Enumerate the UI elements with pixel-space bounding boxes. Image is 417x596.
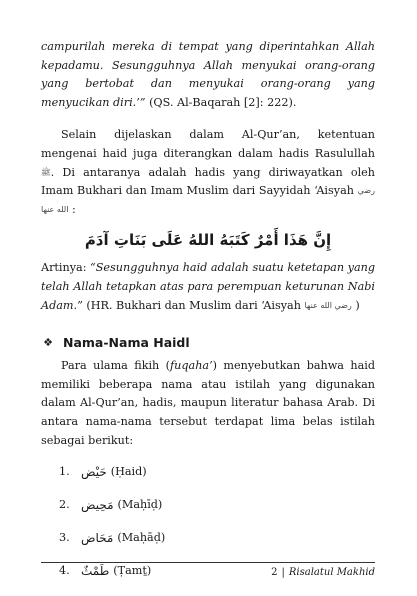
list-item-latin: (Maḥīḍ) — [117, 498, 163, 512]
quran-translation-quote: campurilah mereka di tempat yang diperintahkan Allah kepadamu. Sesungguhnya Allah menyukai orang-orang yang bertobat dan menyukai orang-orang yang menyucikan diri.’” — [41, 40, 375, 109]
list-item-arabic: حَيْض — [81, 465, 107, 480]
list-item-arabic: مَحِيض — [81, 498, 114, 513]
list-item-number: 2. — [59, 498, 70, 512]
intro-text-b: ) menyebutkan bahwa haid memiliki beberapa nama atau istilah yang digunakan dalam Al-Qur’an, hadis, maupun literatur bahasa Arab. Di antara nama-nama tersebut terdapat lima belas istilah sebagai berikut: — [41, 359, 375, 447]
radhiyallahu-honorific-icon-2: رضي الله عنها — [304, 300, 352, 310]
list-item-latin: (Ṭamṯ) — [113, 564, 152, 578]
section-heading-text: Nama-Nama Haidl — [63, 335, 190, 351]
arabic-hadith-text: إِنَّ هَذَا أَمْرٌ كَتَبَهُ اللهُ عَلَى بَنَاتِ آدَمَ — [84, 231, 332, 250]
paragraph-hadith-intro — [41, 126, 375, 219]
list-item-number: 4. — [59, 564, 70, 578]
intro-text-a: Para ulama fikih ( — [61, 359, 171, 373]
translation-prefix: Artinya: — [41, 261, 91, 275]
paragraph-section-intro — [41, 357, 375, 450]
salawat-honorific-icon: ﷺ — [41, 167, 51, 177]
footer-divider — [41, 562, 375, 563]
hadith-reference-end: ) — [351, 298, 360, 312]
paragraph-hadith-translation — [41, 259, 375, 315]
paragraph-quran-quote — [41, 38, 375, 112]
page-content — [41, 38, 375, 588]
list-item-arabic: طَمْثٌ — [81, 564, 110, 579]
list-item-number: 3. — [59, 531, 70, 545]
page-number: 2 — [271, 567, 278, 578]
hadith-intro-end: : — [68, 202, 76, 216]
list-item-latin: (Ḥaid) — [110, 465, 147, 479]
book-title: Risalatul Makhid — [288, 567, 375, 578]
hadith-intro-text-b: . Di antaranya adalah hadis yang diriwayatkan oleh Imam Bukhari dan Imam Muslim dari Sayyidah ‘Aisyah — [41, 165, 375, 198]
quran-reference: (QS. Al-Baqarah [2]: 222). — [145, 95, 297, 109]
section-heading — [41, 333, 375, 353]
list-item — [59, 522, 375, 555]
list-item — [59, 489, 375, 522]
list-item-latin: (Maḥāḍ) — [117, 531, 166, 545]
radhiyallahu-honorific-icon: رضي الله عنها — [41, 186, 375, 214]
page-footer — [271, 566, 375, 580]
list-item-number: 1. — [59, 465, 70, 479]
intro-term-fuqaha: fuqaha’ — [170, 359, 213, 373]
hadith-intro-text: Selain dijelaskan dalam Al-Qur’an, ketentuan mengenai haid juga diterangkan dalam hadis Rasulullah — [41, 128, 375, 160]
list-item — [59, 456, 375, 489]
four-diamond-bullet-icon: ❖ — [43, 336, 53, 350]
hadith-translation-quote: “Sesungguhnya haid adalah suatu ketetapan yang telah Allah tetapkan atas para perempuan keturunan Nabi Adam.” — [41, 261, 375, 312]
list-item-arabic: مَحَاض — [81, 531, 114, 546]
footer-separator: | — [281, 567, 285, 578]
hadith-reference: (HR. Bukhari dan Muslim dari ‘Aisyah — [82, 298, 305, 312]
